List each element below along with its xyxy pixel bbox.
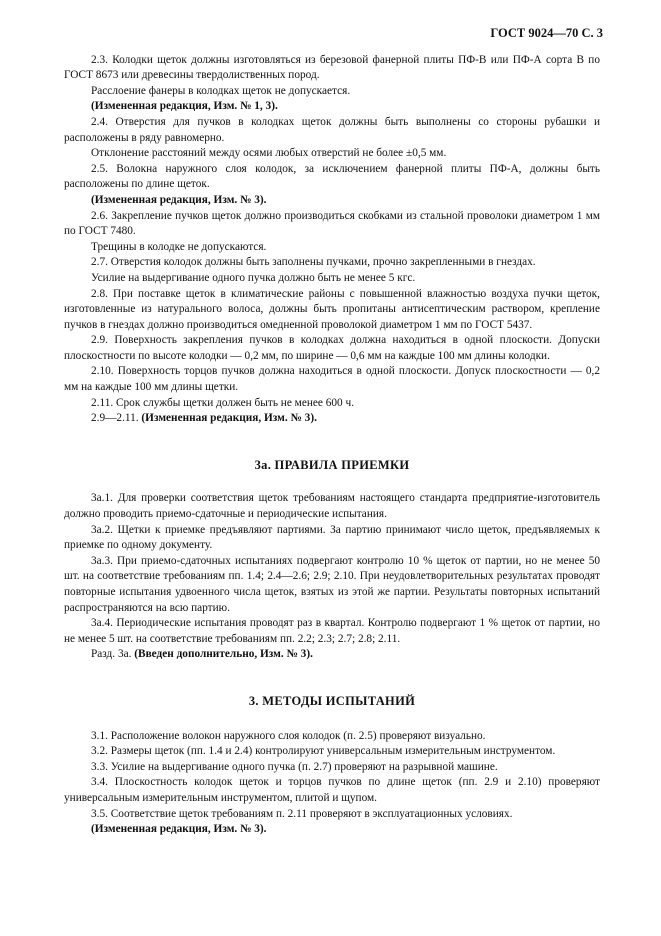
amendment-prefix: Разд. 3а. <box>91 648 135 661</box>
paragraph: Расслоение фанеры в колодках щеток не допускается. <box>91 84 351 97</box>
paragraph: 2.3. Колодки щеток должны изготовляться из березовой фанерной плиты ПФ-В или ПФ-А сорта В по ГОСТ 8673 или древесины твердолиственных пород. <box>64 53 600 82</box>
paragraph: 2.11. Срок службы щетки должен быть не менее 600 ч. <box>91 396 355 409</box>
paragraph: 3.5. Соответствие щеток требованиям п. 2.11 проверяют в эксплуатационных условиях. <box>91 807 513 820</box>
paragraph: 2.6. Закрепление пучков щеток должно производиться скобками из стальной проволоки диаметром 1 мм по ГОСТ 7480. <box>64 209 600 238</box>
section-3a-acceptance-rules <box>64 491 600 647</box>
paragraph: Трещины в колодке не допускаются. <box>91 240 267 253</box>
paragraph: 2.8. При поставке щеток в климатические районы с повышенной влажностью воздуха пучки щеток, изготовленные из натурального волоса, должны быть пропитаны антисептическим раствором, крепление пучков в гнездах должно производиться омедненной проволокой диаметром 1 мм по ГОСТ 5437. <box>64 287 600 331</box>
amendment-note: (Введен дополнительно, Изм. № 3). <box>134 648 313 661</box>
paragraph: 3.1. Расположение волокон наружного слоя колодок (п. 2.5) проверяют визуально. <box>91 729 486 742</box>
paragraph: Усилие на выдергивание одного пучка должно быть не менее 5 кгс. <box>91 271 416 284</box>
paragraph: 2.5. Волокна наружного слоя колодок, за исключением фанерной плиты ПФ-А, должны быть расположены по длине щеток. <box>64 162 600 191</box>
amendment-prefix: 2.9—2.11. <box>91 412 142 425</box>
paragraph: 3а.4. Периодические испытания проводят раз в квартал. Контролю подвергают 1 % щеток от партии, но не менее 5 шт. на соответствие требованиям пп. 2.2; 2.3; 2.7; 2.8; 2.11. <box>64 617 600 645</box>
paragraph: 3а.3. При приемо-сдаточных испытаниях подвергают контролю 10 % щеток от партии, но не менее 50 шт. на соответствие требованиям пп. 1.4; 2.4—2.6; 2.9; 2.10. При неудовлетворительных результатах проводят повторные испытания удвоенного числа щеток, взятых из этой же партии. Результаты повторных испытаний распространяются на всю партию. <box>64 554 600 614</box>
amendment-note: (Измененная редакция, Изм. № 3). <box>141 412 317 425</box>
section-3a-title: 3а. ПРАВИЛА ПРИЕМКИ <box>254 457 410 472</box>
paragraph: Отклонение расстояний между осями любых отверстий не более ±0,5 мм. <box>91 147 447 160</box>
section-3-title: 3. МЕТОДЫ ИСПЫТАНИЙ <box>248 693 416 708</box>
paragraph: 2.4. Отверстия для пучков в колодках щеток должны быть выполнены со стороны рубашки и расположены в ряду равномерно. <box>64 115 600 144</box>
paragraph: 3а.2. Щетки к приемке предъявляют партиями. За партию принимают число щеток, предъявляемых к приемке по одному документу. <box>64 523 600 552</box>
paragraph: 2.9. Поверхность закрепления пучков в колодках должна находиться в одной плоскости. Допуски плоскостности по высоте колодки — 0,2 мм, по ширине — 0,6 мм на каждые 100 мм длины колодки. <box>64 334 600 362</box>
section-2-requirements <box>64 53 600 412</box>
document-page <box>64 26 603 838</box>
section-3-test-methods <box>64 729 600 838</box>
section-3a-amendment <box>64 647 600 663</box>
paragraph: 3а.1. Для проверки соответствия щеток требованиям настоящего стандарта предприятие-изготовитель должно проводить приемо-сдаточные и периодические испытания. <box>64 492 600 521</box>
paragraph: 2.7. Отверстия колодок должны быть заполнены пучками, прочно закрепленными в гнездах. <box>91 256 536 269</box>
amendment-note: (Измененная редакция, Изм. № 1, 3). <box>91 100 278 113</box>
page-header: ГОСТ 9024—70 С. 3 <box>490 26 603 40</box>
amendment-note: (Измененная редакция, Изм. № 3). <box>91 823 267 836</box>
paragraph: 3.2. Размеры щеток (пп. 1.4 и 2.4) контролируют универсальным измерительным инструментом. <box>91 745 556 758</box>
paragraph: 3.4. Плоскостность колодок щеток и торцов пучков по длине щеток (пп. 2.9 и 2.10) проверяют универсальным измерительным инструментом, плитой и щупом. <box>64 776 600 804</box>
paragraph: 2.10. Поверхность торцов пучков должна находиться в одной плоскости. Допуск плоскостности — 0,2 мм на каждые 100 мм длины щетки. <box>64 365 600 394</box>
paragraph: 3.3. Усилие на выдергивание одного пучка (п. 2.7) проверяют на разрывной машине. <box>91 760 498 773</box>
amendment-note: (Измененная редакция, Изм. № 3). <box>91 193 267 206</box>
section-2-amendment <box>64 411 600 427</box>
